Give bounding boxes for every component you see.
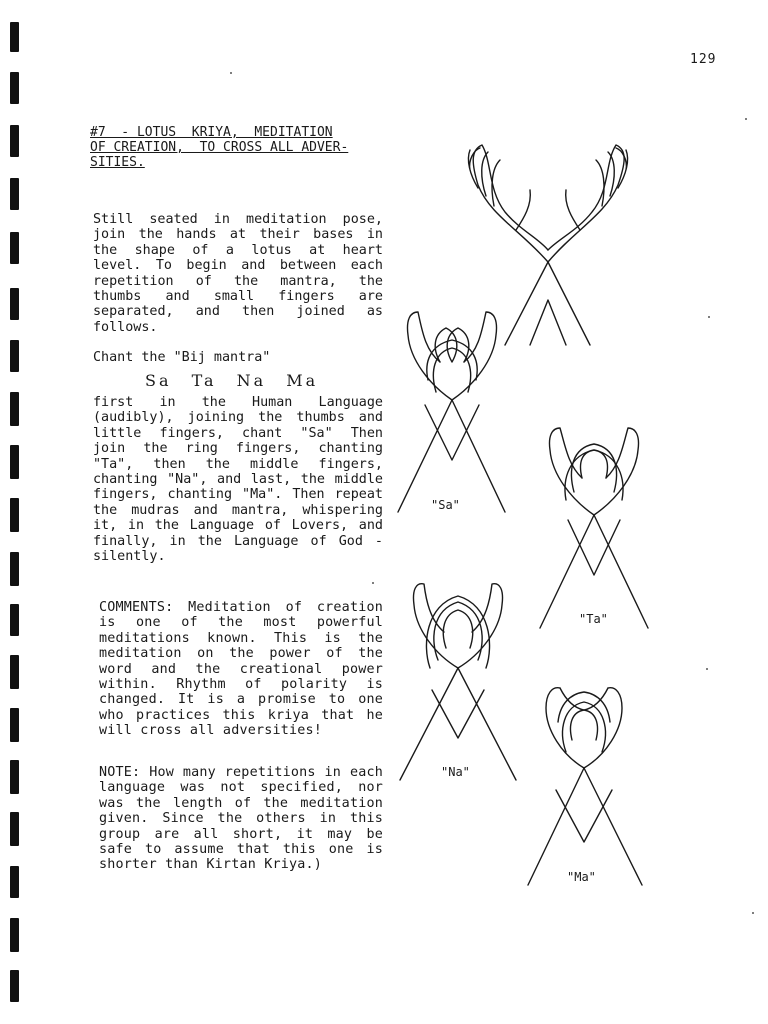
page-number: 129: [690, 52, 717, 67]
comments-paragraph: COMMENTS: Meditation of creation is one of the most powerful meditations known. This is the meditation on the power of the word and the creational power within. Rhythm of polarity is changed. It is a promise to one who practices this kriya that he will cross all adversities!: [99, 600, 383, 739]
section-heading: #7 - LOTUS KRIYA, MEDITATION OF CREATION, TO CROSS ALL ADVER- SITIES.: [90, 125, 349, 170]
ma-mudra-hands: [528, 688, 642, 885]
label-na: "Na": [441, 765, 470, 779]
sequence-paragraph: first in the Human Language (audibly), joining the thumbs and little fingers, chant "Sa" Then join the ring fingers, chanting "Ta", then the middle fingers, chanting "Na", and last, the middle fingers, chanting "Ma". Then repeat the mudras and mantra, whispering it, in the Language of Lovers, and finally, in the Language of God - silently.: [93, 395, 383, 565]
instructions-paragraph: Still seated in meditation pose, join the hands at their bases in the shape of a lotus at heart level. To begin and between each repetition of the mantra, the thumbs and small fingers are separated, and then joined as follows.: [93, 212, 383, 335]
note-paragraph: NOTE: How many repetitions in each language was not specified, nor was the length of the meditation given. Since the others in this group are all short, it may be safe to assume that this one is shorter than Kirtan Kriya.): [99, 765, 383, 873]
ta-mudra-hands: [540, 428, 648, 628]
label-ta: "Ta": [579, 612, 608, 626]
na-mudra-hands: [400, 584, 516, 780]
chant-intro: Chant the "Bij mantra": [93, 350, 271, 365]
label-ma: "Ma": [567, 870, 596, 884]
mantra-text: Sa Ta Na Ma: [145, 371, 319, 390]
sa-mudra-hands: [398, 312, 505, 512]
label-sa: "Sa": [431, 498, 460, 512]
